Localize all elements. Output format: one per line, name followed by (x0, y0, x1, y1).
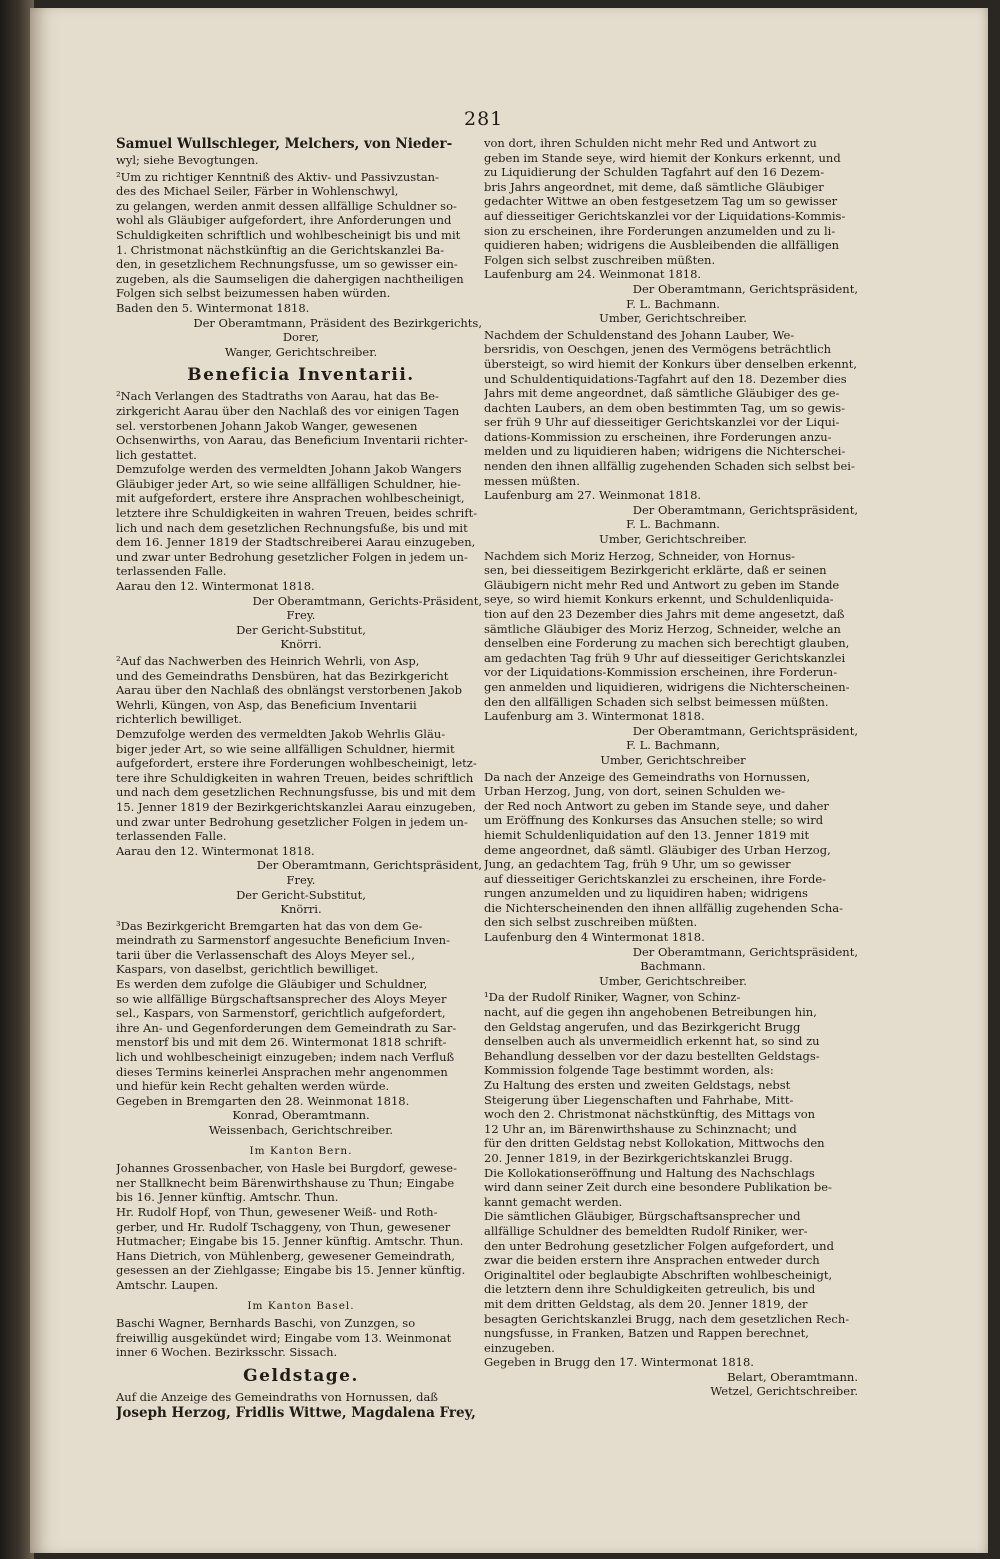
signature-line: Umber, Gerichtschreiber. (599, 973, 747, 988)
text-line: dations-Kommission zu erscheinen, ihre Forderungen anzu- (484, 429, 832, 444)
text-line: ²Nach Verlangen des Stadtraths von Aarau, hat das Be- (116, 389, 439, 404)
text-line: letztere ihre Schuldigkeiten in wahren Treuen, beides schrift- (116, 506, 478, 521)
text-line: tarii über die Verlassenschaft des Aloys Meyer sel., (116, 947, 415, 962)
herzog-notice (484, 136, 862, 326)
signature-line: Konrad, Oberamtmann. (232, 1108, 370, 1123)
text-line: Joseph Herzog, Fridlis Wittwe, Magdalena Frey, (116, 1404, 476, 1421)
notice-date: Baden den 5. Wintermonat 1818. (116, 300, 310, 315)
wehrli-notice (116, 654, 486, 917)
text-line: dieses Termins keinerlei Ansprachen mehr angenommen (116, 1064, 448, 1079)
lauber-notice (484, 328, 862, 547)
text-line: kannt gemacht werden. (484, 1194, 623, 1209)
section-heading-geldstage: Geldstage. (243, 1365, 359, 1386)
text-line: nacht, auf die gegen ihn angehobenen Betreibungen hin, (484, 1005, 817, 1020)
text-line: den Geldstag angerufen, und das Bezirkgericht Brugg (484, 1019, 801, 1034)
text-line: Folgen sich selbst zuschreiben müßten. (484, 252, 716, 267)
text-line: 20. Jenner 1819, in der Bezirkgerichtskanzlei Brugg. (484, 1150, 793, 1165)
notice-date: Gegeben in Brugg den 17. Wintermonat 1818. (484, 1355, 754, 1370)
text-line: nungsfusse, in Franken, Batzen und Rappen berechnet, (484, 1326, 809, 1341)
text-line: zu Liquidierung der Schulden Tagfahrt auf den 16 Dezem- (484, 165, 825, 180)
text-line: am gedachten Tag früh 9 Uhr auf diesseitiger Gerichtskanzlei (484, 650, 846, 665)
text-line: inner 6 Wochen. Bezirksschr. Sissach. (116, 1345, 338, 1360)
text-line: für den dritten Geldstag nebst Kollokation, Mittwochs den (484, 1136, 825, 1151)
text-line: Baschi Wagner, Bernhards Baschi, von Zunzgen, so (116, 1316, 416, 1331)
text-line: bersridis, von Oeschgen, jenen des Vermögens beträchtlich (484, 342, 832, 357)
notice-date: Aarau den 12. Wintermonat 1818. (116, 843, 315, 858)
text-line: den, in gesetzlichem Rechnungsfusse, um so gewisser ein- (116, 257, 458, 272)
signature-line: Der Oberamtmann, Gerichts-Präsident, (252, 593, 482, 608)
text-line: rungen anzumelden und zu liquidiren haben; widrigens (484, 886, 808, 901)
signature-line: Wanger, Gerichtschreiber. (224, 344, 378, 359)
text-line: Wehrli, Küngen, von Asp, das Beneficium Inventarii (116, 697, 417, 712)
text-line: bis 16. Jenner künftig. Amtschr. Thun. (116, 1190, 339, 1205)
text-line: biger jeder Art, so wie seine allfälligen Schuldner, hiermit (116, 741, 455, 756)
text-line: sel. verstorbenen Johann Jakob Wanger, gewesenen (116, 418, 418, 433)
page-number: 281 (464, 108, 504, 130)
moriz-notice (484, 549, 862, 768)
text-line: Gläubigern nicht mehr Red und Antwort zu geben im Stande (484, 577, 840, 592)
text-line: Jung, an gedachtem Tag, früh 9 Uhr, um so gewisser (484, 857, 791, 872)
text-line: sel., Kaspars, von Sarmenstorf, gerichtlich aufgefordert, (116, 1006, 446, 1021)
text-line: 15. Jenner 1819 der Bezirkgerichtskanzlei Aarau einzugeben, (116, 799, 476, 814)
text-line: und zwar unter Bedrohung gesetzlicher Folgen in jedem un- (116, 814, 468, 829)
text-line: gesessen an der Ziehlgasse; Eingabe bis 15. Jenner künftig. (116, 1263, 466, 1278)
text-line: sion zu erscheinen, ihre Forderungen anzumelden und zu li- (484, 223, 836, 238)
text-line: so wie allfällige Bürgschaftsansprecher des Aloys Meyer (116, 991, 447, 1006)
urban-notice (484, 770, 862, 989)
text-line: mit dem dritten Geldstag, als dem 20. Jenner 1819, der (484, 1296, 808, 1311)
signature-line: Der Gericht-Substitut, (236, 622, 366, 637)
signature-line: Knörri. (280, 902, 322, 917)
text-line: lich und nach dem gesetzlichen Rechnungsfuße, bis und mit (116, 520, 468, 535)
text-line: lich gestattet. (116, 447, 197, 462)
right-column (484, 136, 862, 1401)
text-line: den sich selbst zuschreiben müßten. (484, 915, 698, 930)
text-line: melden und zu liquidieren haben; widrigens die Nichterschei- (484, 444, 846, 459)
text-line: terlassenden Falle. (116, 829, 227, 844)
text-line: Zu Haltung des ersten und zweiten Geldstags, nebst (484, 1078, 791, 1092)
text-line: ²Um zu richtiger Kenntniß des Aktiv- und Passivzustan- (116, 169, 439, 184)
text-line: meindrath zu Sarmenstorf angesuchte Beneficium Inven- (116, 933, 450, 948)
text-line: einzugeben. (484, 1340, 555, 1355)
text-line: freiwillig ausgekündet wird; Eingabe vom 13. Weinmonat (116, 1330, 452, 1345)
document-page (30, 8, 988, 1553)
text-line: dem 16. Jenner 1819 der Stadtschreiberei Aarau einzugeben, (116, 535, 476, 550)
riniker-notice (484, 990, 862, 1399)
signature-line: Wetzel, Gerichtschreiber. (710, 1384, 858, 1399)
text-line: messen müßten. (484, 473, 580, 488)
text-line: den unter Bedrohung gesetzlicher Folgen aufgefordert, und (484, 1238, 834, 1253)
subheading-bern: Im Kanton Bern. (249, 1144, 353, 1157)
text-line: Amtschr. Laupen. (116, 1277, 219, 1292)
text-line: ihre An- und Gegenforderungen dem Gemeindrath zu Sar- (116, 1020, 457, 1035)
text-line: terlassenden Falle. (116, 564, 227, 579)
signature-line: Der Oberamtmann, Gerichtspräsident, (256, 858, 482, 873)
text-line: Kaspars, von daselbst, gerichtlich bewilliget. (116, 962, 379, 977)
text-line: zu gelangen, werden anmit dessen allfällige Schuldner so- (116, 198, 457, 213)
left-column (116, 136, 486, 1424)
text-line: tere ihre Schuldigkeiten in wahren Treuen, beides schriftlich (116, 770, 474, 785)
text-line: Hans Dietrich, von Mühlenberg, gewesener Gemeindrath, (116, 1248, 455, 1263)
text-line: und hiefür kein Recht gehalten werden würde. (116, 1079, 390, 1094)
section-heading-beneficia: Beneficia Inventarii. (187, 365, 415, 386)
text-line: seye, so wird hiemit Konkurs erkennt, und Schuldenliquida- (484, 592, 834, 607)
text-line: Auf die Anzeige des Gemeindraths von Hornussen, daß (116, 1389, 438, 1404)
text-line: auf diesseitiger Gerichtskanzlei vor der Liquidations-Kommis- (484, 208, 846, 223)
signature-line: Der Oberamtmann, Gerichtspräsident, (632, 281, 858, 296)
text-line: ²Auf das Nachwerben des Heinrich Wehrli, von Asp, (116, 654, 420, 668)
meyer-notice (116, 919, 486, 1138)
text-line: von dort, ihren Schulden nicht mehr Red und Antwort zu (484, 136, 817, 150)
text-line: bris Jahrs angeordnet, mit deme, daß sämtliche Gläubiger (484, 179, 824, 194)
text-line: die letztern denn ihre Schuldigkeiten getreulich, bis und (484, 1282, 816, 1297)
text-line: wohl als Gläubiger aufgefordert, ihre Anforderungen und (116, 213, 452, 228)
text-line: Gläubiger jeder Art, so wie seine allfälligen Schuldner, hie- (116, 476, 461, 491)
text-line: allfällige Schuldner des bemeldten Rudolf Riniker, wer- (484, 1223, 808, 1238)
text-line: und zwar unter Bedrohung gesetzlicher Folgen in jedem un- (116, 549, 468, 564)
text-line: den den allfälligen Schaden sich selbst beimessen müßten. (484, 694, 829, 709)
text-line: besagten Gerichtskanzlei Brugg, nach dem gesetzlichen Rech- (484, 1311, 850, 1326)
text-line: gedachter Wittwe an oben festgesetzem Tag um so gewisser (484, 194, 838, 209)
text-line: denselben auch als unvermeidlich erkennt hat, so sind zu (484, 1034, 820, 1049)
text-line: 1. Christmonat nächstkünftig an die Gerichtskanzlei Ba- (116, 242, 445, 257)
text-line: hiemit Schuldenliquidation auf den 13. Jenner 1819 mit (484, 827, 810, 842)
basel-entries (116, 1316, 486, 1360)
text-line: Es werden dem zufolge die Gläubiger und Schuldner, (116, 977, 428, 992)
text-line: Urban Herzog, Jung, von dort, seinen Schulden we- (484, 784, 785, 799)
text-line: Demzufolge werden des vermeldten Johann Jakob Wangers (116, 462, 462, 477)
text-line: richterlich bewilliget. (116, 712, 242, 727)
signature-line: Dorer, (282, 330, 320, 345)
text-line: Aarau über den Nachlaß des obnlängst verstorbenen Jakob (116, 683, 462, 698)
text-line: woch den 2. Christmonat nächstkünftig, des Mittags von (484, 1107, 816, 1122)
text-line: Hutmacher; Eingabe bis 15. Jenner künftig. Amtschr. Thun. (116, 1234, 464, 1249)
notice-date: Laufenburg am 24. Weinmonat 1818. (484, 267, 702, 282)
geldstage-intro (116, 1390, 486, 1422)
text-line: deme angeordnet, daß sämtl. Gläubiger des Urban Herzog, (484, 842, 831, 857)
text-line: Nachdem sich Moriz Herzog, Schneider, von Hornus- (484, 548, 796, 563)
notice-date: Gegeben in Bremgarten den 28. Weinmonat 1818. (116, 1093, 410, 1108)
signature-line: Weissenbach, Gerichtschreiber. (208, 1123, 394, 1137)
text-line: 12 Uhr an, im Bärenwirthshause zu Schinznacht; und (484, 1121, 797, 1136)
text-line: und nach dem gesetzlichen Rechnungsfusse, bis und mit dem (116, 785, 476, 800)
text-line: Steigerung über Liegenschaften und Fahrhabe, Mitt- (484, 1092, 794, 1107)
scan-binding-shadow (0, 0, 34, 1559)
signature-line: Der Oberamtmann, Gerichtspräsident, (632, 723, 858, 738)
text-line: Originaltitel oder beglaubigte Abschriften wohlbescheinigt, (484, 1267, 833, 1282)
text-line: menstorf bis und mit dem 26. Wintermonat 1818 schrift- (116, 1035, 447, 1050)
text-line: Die sämtlichen Gläubiger, Bürgschaftsansprecher und (484, 1209, 801, 1224)
text-line: Hr. Rudolf Hopf, von Thun, gewesener Weiß- und Roth- (116, 1204, 438, 1219)
signature-line: Frey. (286, 872, 316, 887)
text-line: Nachdem der Schuldenstand des Johann Lauber, We- (484, 327, 795, 342)
seiler-notice (116, 170, 486, 360)
text-line: mit aufgefordert, erstere ihre Ansprachen wohlbescheinigt, (116, 491, 465, 506)
signature-line: F. L. Bachmann. (626, 296, 720, 311)
text-line: Folgen sich selbst beizumessen haben würden. (116, 286, 391, 301)
text-line: übersteigt, so wird hiemit der Konkurs über denselben erkennt, (484, 356, 858, 371)
signature-line: Umber, Gerichtschreiber (600, 752, 746, 767)
bern-entries (116, 1161, 486, 1292)
signature-line: Umber, Gerichtschreiber. (599, 311, 747, 326)
text-line: geben im Stande seye, wird hiemit der Konkurs erkennt, und (484, 150, 841, 165)
wanger-notice (116, 389, 486, 652)
text-line: zwar die beiden erstern ihre Ansprachen entweder durch (484, 1253, 820, 1268)
notice-date: Laufenburg am 3. Wintermonat 1818. (484, 709, 705, 724)
signature-line: Der Oberamtmann, Präsident des Bezirkgerichts, (193, 315, 482, 330)
signature-line: Der Gericht-Substitut, (236, 887, 366, 902)
text-line: ser früh 9 Uhr auf diesseitiger Gerichtskanzlei vor der Liqui- (484, 415, 840, 430)
text-line: zirkgericht Aarau über den Nachlaß des vor einigen Tagen (116, 403, 460, 418)
signature-line: Der Oberamtmann, Gerichtspräsident, (632, 944, 858, 959)
text-line: wird dann seiner Zeit durch eine besondere Publikation be- (484, 1180, 832, 1195)
text-line: auf diesseitiger Gerichtskanzlei zu erscheinen, ihre Forde- (484, 871, 827, 886)
text-line: Behandlung desselben vor der dazu bestellten Geldstags- (484, 1048, 820, 1063)
text-line: quidieren haben; widrigens die Ausbleibenden die allfälligen (484, 238, 840, 253)
signature-line: F. L. Bachmann. (626, 517, 720, 532)
text-line: ner Stallknecht beim Bärenwirthshause zu Thun; Eingabe (116, 1175, 455, 1190)
text-line: tion auf den 23 Dezember dies Jahrs mit deme angesetzt, daß (484, 607, 845, 621)
text-line: lich und wohlbescheinigt einzugeben; indem nach Verfluß (116, 1050, 455, 1065)
text-line: der Red noch Antwort zu geben im Stande seye, und daher (484, 798, 829, 813)
signature-line: Bachmann. (640, 959, 706, 974)
notice-date: Laufenburg am 27. Weinmonat 1818. (484, 488, 702, 503)
signature-line: Belart, Oberamtmann. (727, 1369, 858, 1384)
text-line: vor der Liquidations-Kommission erscheinen, ihre Forderun- (484, 665, 838, 680)
text-line: Johannes Grossenbacher, von Hasle bei Burgdorf, gewese- (116, 1161, 457, 1176)
signature-line: Der Oberamtmann, Gerichtspräsident, (632, 502, 858, 517)
text-line: dachten Laubers, an dem oben bestimmten Tag, um so gewis- (484, 400, 846, 415)
text-line: Ochsenwirths, von Aarau, das Beneficium Inventarii richter- (116, 433, 468, 448)
text-line: Die Kollokationseröffnung und Haltung des Nachschlags (484, 1165, 815, 1180)
signature-line: F. L. Bachmann, (626, 738, 720, 753)
subheading-basel: Im Kanton Basel. (247, 1299, 355, 1312)
text-line: wyl; siehe Bevogtungen. (116, 153, 259, 167)
text-line: ¹Da der Rudolf Riniker, Wagner, von Schinz- (484, 990, 741, 1005)
text-line: aufgefordert, erstere ihre Forderungen wohlbescheinigt, letz- (116, 756, 477, 771)
text-line: Da nach der Anzeige des Gemeindraths von Hornussen, (484, 769, 811, 784)
text-line: Samuel Wullschleger, Melchers, von Nieder- (116, 136, 453, 152)
text-line: ³Das Bezirkgericht Bremgarten hat das von dem Ge- (116, 918, 423, 933)
text-line: Demzufolge werden des vermeldten Jakob Wehrlis Gläu- (116, 726, 446, 741)
notice-date: Aarau den 12. Wintermonat 1818. (116, 579, 315, 594)
signature-line: Umber, Gerichtschreiber. (599, 532, 747, 547)
text-line: nenden den ihnen allfällig zugehenden Schaden sich selbst bei- (484, 459, 855, 474)
text-line: und Schuldentiquidations-Tagfahrt auf den 18. Dezember dies (484, 371, 847, 386)
notice-date: Laufenburg den 4 Wintermonat 1818. (484, 930, 705, 945)
text-line: um Eröffnung des Konkurses das Ansuchen stelle; so wird (484, 813, 824, 828)
intro-entry (116, 136, 486, 168)
signature-line: Frey. (286, 608, 316, 623)
text-line: sämtliche Gläubiger des Moriz Herzog, Schneider, welche an (484, 621, 841, 636)
text-line: und des Gemeindraths Densbüren, hat das Bezirkgericht (116, 668, 449, 683)
text-line: Kommission folgende Tage bestimmt worden, als: (484, 1063, 774, 1078)
text-line: die Nichterscheinenden den ihnen allfällig zugehenden Scha- (484, 900, 844, 915)
text-line: zugeben, als die Saumseligen die dahergigen nachtheiligen (116, 271, 464, 286)
text-line: Schuldigkeiten schriftlich und wohlbescheinigt bis und mit (116, 227, 461, 242)
text-line: des des Michael Seiler, Färber in Wohlenschwyl, (116, 184, 399, 199)
text-line: denselben eine Forderung zu machen sich berechtigt glauben, (484, 636, 850, 651)
text-line: gerber, und Hr. Rudolf Tschaggeny, von Thun, gewesener (116, 1219, 451, 1234)
text-line: Jahrs mit deme angeordnet, daß sämtliche Gläubiger des ge- (484, 386, 840, 401)
text-line: gen anmelden und liquidieren, widrigens die Nichterscheinen- (484, 679, 850, 694)
signature-line: Knörri. (280, 637, 322, 652)
text-line: sen, bei diesseitigem Bezirkgericht erklärte, daß er seinen (484, 563, 827, 578)
